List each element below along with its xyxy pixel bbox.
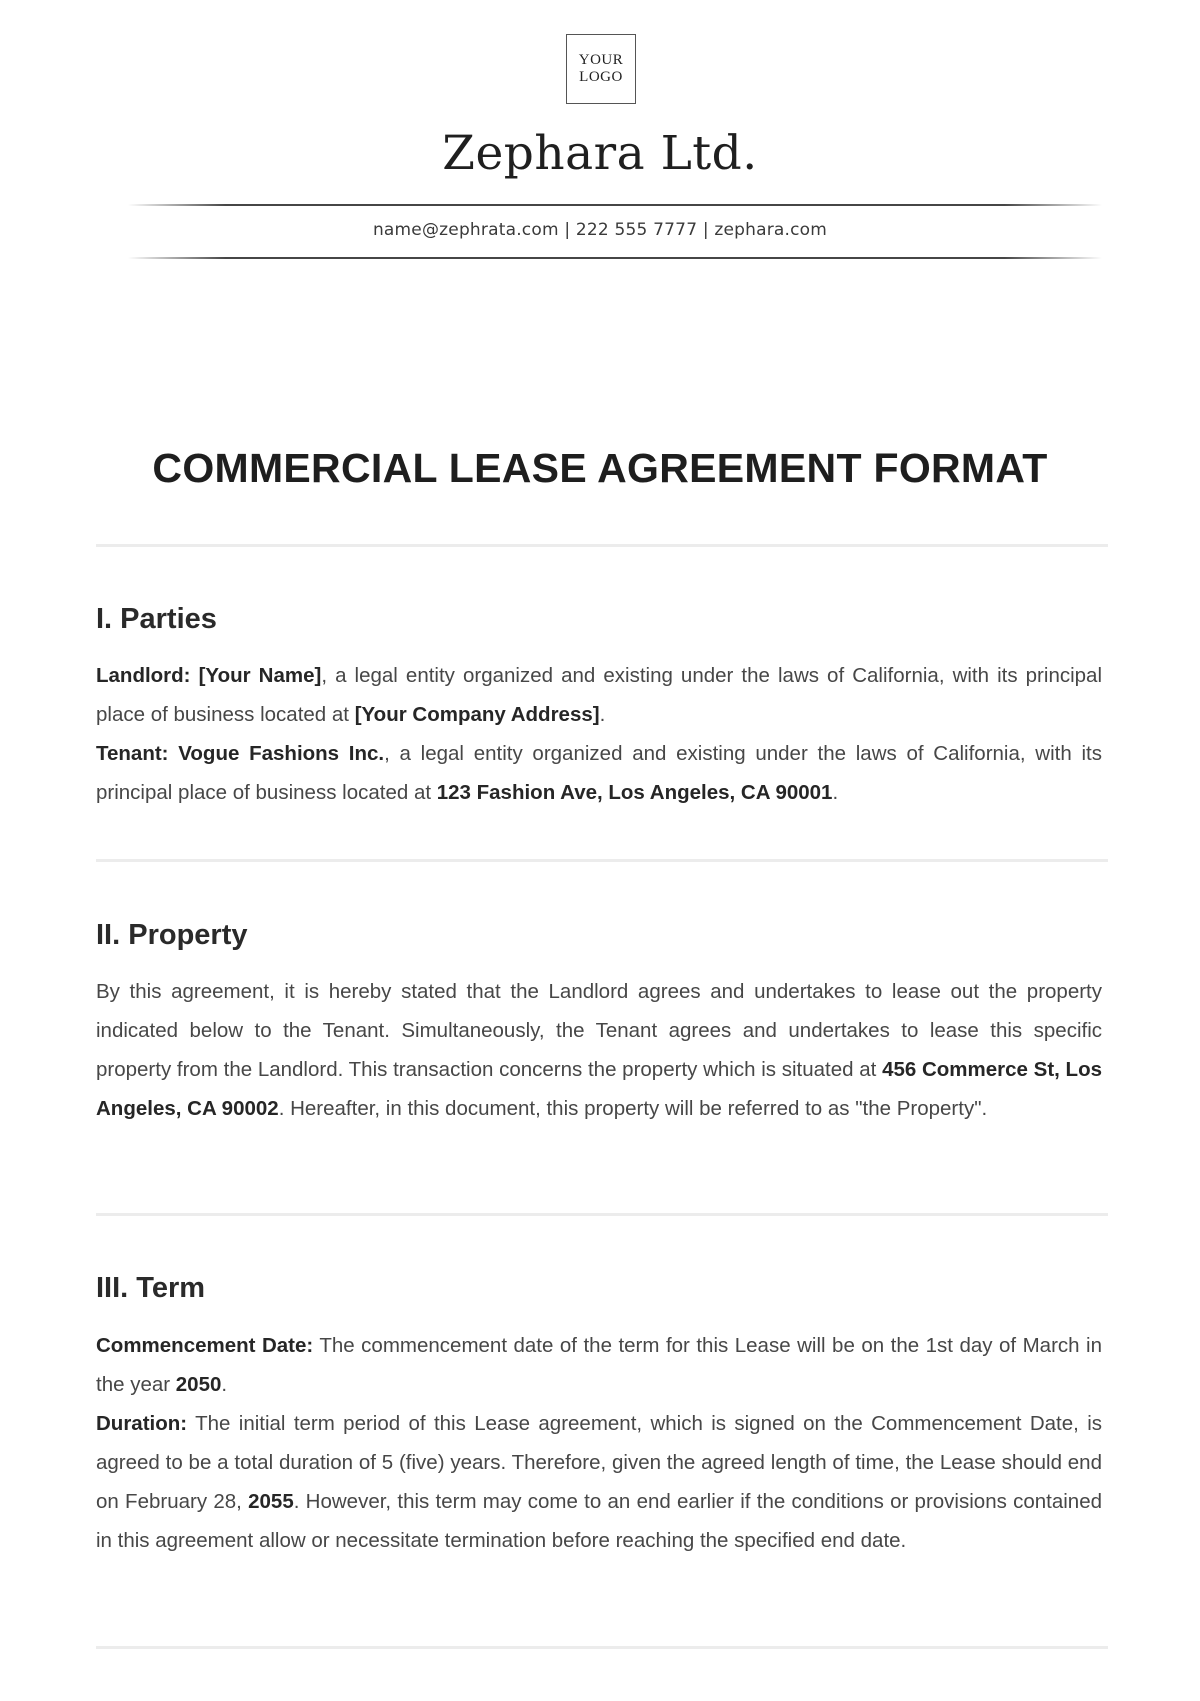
- landlord-text: , a legal entity organized and existing under the laws of California, with its principal place of business located at: [96, 664, 1103, 726]
- property-address: 456 Commerce St, Los Angeles, CA 90002: [96, 1058, 1103, 1120]
- tenant-name: Vogue Fashions Inc.: [178, 742, 385, 765]
- company-name: Zephara Ltd.: [442, 126, 758, 181]
- term-paragraph: [96, 1326, 1102, 1560]
- tenant-label: Tenant:: [96, 742, 169, 765]
- commencement-year: 2050: [175, 1373, 222, 1396]
- commencement-text-end: .: [221, 1373, 228, 1396]
- contact-line: name@zephrata.com | 222 555 7777 | zephara.com: [372, 220, 828, 240]
- logo-line-1: YOUR: [578, 52, 624, 68]
- parties-paragraph: [96, 656, 1102, 812]
- section-heading-term: III. Term: [96, 1272, 206, 1304]
- tenant-address: 123 Fashion Ave, Los Angeles, CA 90001: [436, 781, 833, 804]
- landlord-address: [Your Company Address]: [354, 703, 600, 726]
- section-divider: [96, 859, 1108, 862]
- section-heading-property: II. Property: [96, 919, 248, 951]
- landlord-label: Landlord:: [96, 664, 191, 687]
- landlord-text-end: .: [599, 703, 606, 726]
- duration-text: The initial term period of this Lease agreement, which is signed on the Commencement Date, is agreed to be a total duration of 5 (five) years. Therefore, given the agreed length of time, the Lease should end on February 28,: [96, 1412, 1102, 1513]
- commencement-label: Commencement Date:: [96, 1334, 314, 1357]
- logo-line-2: LOGO: [579, 69, 623, 85]
- duration-text-end: . However, this term may come to an end earlier if the conditions or provisions contained in this agreement allow or necessitate termination before reaching the specified end date.: [96, 1490, 1103, 1552]
- header-rule-bottom: [128, 257, 1102, 259]
- property-text-end: . Hereafter, in this document, this property will be referred to as "the Property".: [278, 1097, 988, 1120]
- section-divider: [96, 1213, 1108, 1216]
- property-paragraph: [96, 972, 1102, 1128]
- section-divider: [96, 1646, 1108, 1649]
- document-title: COMMERCIAL LEASE AGREEMENT FORMAT: [152, 445, 1048, 491]
- tenant-text: , a legal entity organized and existing under the laws of California, with its principal place of business located at: [96, 742, 1102, 804]
- duration-label: Duration:: [96, 1412, 188, 1435]
- landlord-name: [Your Name]: [198, 664, 322, 687]
- company-logo: [566, 34, 636, 104]
- header-rule-top: [128, 204, 1102, 206]
- duration-year: 2055: [248, 1490, 294, 1513]
- tenant-text-end: .: [832, 781, 839, 804]
- commencement-text: The commencement date of the term for this Lease will be on the 1st day of March in the year: [96, 1334, 1102, 1396]
- section-heading-parties: I. Parties: [96, 603, 217, 635]
- section-divider: [96, 544, 1108, 547]
- property-text: By this agreement, it is hereby stated that the Landlord agrees and undertakes to lease out the property indicated below to the Tenant. Simultaneously, the Tenant agrees and undertakes to lease this specific property from the Landlord. This transaction concerns the property which is situated at: [96, 980, 1102, 1081]
